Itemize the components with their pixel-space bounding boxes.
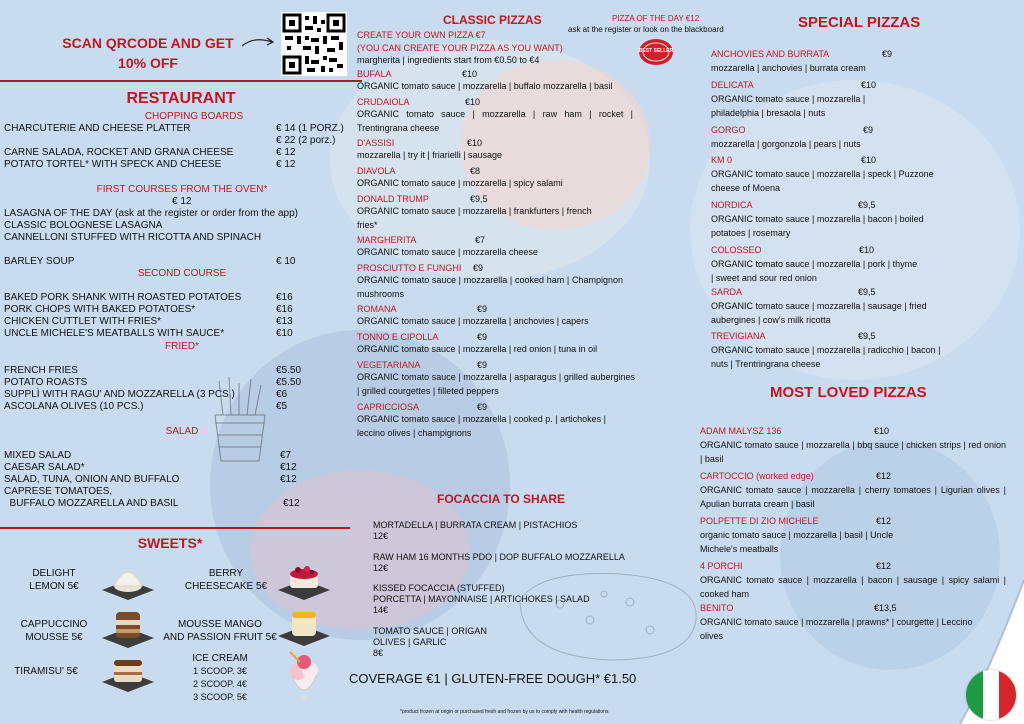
pizza-desc: ORGANIC tomato sauce | mozzarella | radicchio | bacon | nuts | Trentringrana cheese: [711, 345, 941, 369]
pizza-desc: ORGANIC tomato sauce | mozzarella | philadelphia | bresaola | nuts: [711, 94, 866, 118]
sweet-berry-cheesecake: [170, 567, 282, 593]
menu-item-name: UNCLE MICHELE'S MEATBALLS WITH SAUCE*: [4, 328, 225, 339]
menu-item-price: €5.50: [276, 365, 302, 376]
pizza-desc: ORGANIC tomato sauce | mozzarella | prawns* | courgette | Leccino olives: [700, 617, 973, 641]
pizza-desc: mozzarella | try it | friarielli | sausage: [357, 150, 503, 160]
first-courses-title: FIRST COURSES FROM THE OVEN*: [96, 184, 268, 195]
sweet-price: AND PASSION FRUIT 5€: [163, 632, 277, 643]
pizza-desc: ORGANIC tomato sauce | mozzarella cheese: [357, 247, 538, 257]
pizza-price: €9: [863, 125, 874, 135]
second-course-title: SECOND COURSE: [137, 268, 227, 279]
pizza-name: PROSCIUTTO E FUNGHI: [357, 263, 462, 273]
focaccia-desc: MORTADELLA | BURRATA CREAM | PISTACHIOS: [373, 520, 578, 530]
focaccia-desc: PORCETTA | MAYONNAISE | ARTICHOKES | SALAD: [373, 594, 590, 604]
sweet-name: BERRY: [208, 568, 244, 579]
pizza-desc: ORGANIC tomato sauce | mozzarella | asparagus | grilled aubergines | grilled courgettes | filleted peppers: [357, 372, 635, 396]
pizza-of-the-day-title: PIZZA OF THE DAY €12: [612, 14, 700, 23]
pizza-price: €9,5: [858, 200, 876, 210]
pizza-desc: ORGANIC tomato sauce | mozzarella | bacon | sausage | spicy salami | cooked ham: [700, 575, 1006, 599]
pizza-name: BUFALA: [357, 69, 392, 79]
special-pizzas-title: SPECIAL PIZZAS: [798, 14, 921, 31]
pizza-of-the-day-note: ask at the register or look on the blackboard: [568, 25, 724, 34]
menu-item-price: € 12: [276, 147, 296, 158]
pizza-desc: ORGANIC tomato sauce | mozzarella | red onion | tuna in oil: [357, 344, 598, 354]
first-courses-price: € 12: [172, 196, 192, 207]
sweet-name: MOUSSE MANGO: [178, 619, 262, 630]
menu-item-name: BUFFALO MOZZARELLA AND BASIL: [4, 498, 179, 509]
pizza-price: €12: [876, 561, 892, 571]
pizza-price: €10: [861, 155, 877, 165]
pizza-price: €12: [876, 516, 892, 526]
menu-item-price: € 22 (2 porz.): [276, 135, 336, 146]
sweet-price: 1 SCOOP. 3€: [193, 666, 247, 676]
menu-item-price: €12: [280, 474, 297, 485]
qr-code[interactable]: [281, 12, 347, 76]
menu-item-name: CHARCUTERIE AND CHEESE PLATTER: [4, 123, 191, 134]
pizza-name: TONNO E CIPOLLA: [357, 332, 439, 342]
chopping-title: CHOPPING BOARDS: [144, 111, 244, 122]
pizza-name: DONALD TRUMP: [357, 194, 429, 204]
pizza-desc: ORGANIC tomato sauce | mozzarella | raw ham | rocket | Trentingrana cheese: [357, 109, 633, 133]
menu-item-price: € 12: [276, 159, 296, 170]
pizza-name: DELICATA: [711, 80, 754, 90]
focaccia-price: 14€: [373, 605, 389, 615]
pizza-name: COLOSSEO: [711, 245, 762, 255]
menu-item-name: PORK CHOPS WITH BAKED POTATOES*: [4, 304, 196, 315]
lemon-dessert-image: [100, 562, 156, 602]
sweet-name: TIRAMISU' 5€: [14, 666, 78, 677]
sweet-name: ICE CREAM: [192, 653, 248, 664]
pizza-price: €9,5: [858, 331, 876, 341]
divider: [0, 80, 362, 82]
italian-flag-icon: [966, 670, 1016, 720]
pizza-desc: ORGANIC tomato sauce | mozzarella | speck | Puzzone cheese of Moena: [711, 169, 934, 193]
best-seller-label: BEST SELLER: [638, 48, 674, 54]
menu-item-name: CANNELLONI STUFFED WITH RICOTTA AND SPINACH: [4, 232, 262, 243]
pizza-name: POLPETTE DI ZIO MICHELE: [700, 516, 819, 526]
fries-illustration: [205, 375, 275, 465]
focaccia-price: 12€: [373, 563, 389, 573]
menu-item-price: €6: [276, 389, 288, 400]
pizza-name: ROMANA: [357, 304, 397, 314]
classic-pizzas-title: CLASSIC PIZZAS: [443, 13, 542, 27]
focaccia-item: [373, 626, 487, 659]
menu-item-price: € 14 (1 PORZ.): [276, 123, 344, 134]
menu-item-price: € 10: [276, 256, 296, 267]
focaccia-desc: RAW HAM 16 MONTHS PDO | DOP BUFFALO MOZZARELLA: [373, 552, 625, 562]
pizza-price: €12: [876, 471, 892, 481]
pizza-desc: ORGANIC tomato sauce | mozzarella | cherry tomatoes | Ligurian olives | Apulian burrata cream | basil: [700, 485, 1006, 509]
menu-item-name: CARNE SALADA, ROCKET AND GRANA CHEESE: [4, 147, 234, 158]
pizza-name: BENITO: [700, 603, 734, 613]
sweet-name: CAPPUCCINO: [20, 619, 88, 630]
menu-item-name: CAPRESE TOMATOES,: [4, 486, 113, 497]
menu-item-name: POTATO ROASTS: [4, 377, 88, 388]
sweet-price: 3 SCOOP. 5€: [193, 692, 247, 702]
ice-cream-image: [282, 648, 326, 704]
focaccia-item: [373, 520, 577, 542]
pizza-desc: mozzarella | anchovies | burrata cream: [711, 63, 866, 73]
salad-title: SALAD: [165, 426, 199, 437]
focaccia-title: FOCACCIA TO SHARE: [437, 492, 566, 506]
menu-item-price: €5.50: [276, 377, 302, 388]
pizza-price: €10: [861, 80, 877, 90]
pizza-name: CARTOCCIO (worked edge): [700, 471, 814, 481]
pizza-name: D'ASSISI: [357, 138, 395, 148]
best-seller-badge: [638, 38, 674, 66]
pizza-desc: ORGANIC tomato sauce | mozzarella | pork | thyme | sweet and sour red onion: [711, 259, 918, 283]
menu-item-price: €16: [276, 292, 293, 303]
pizza-name: ANCHOVIES AND BURRATA: [711, 49, 830, 59]
pizza-price: €9: [477, 332, 488, 342]
menu-item-price: €16: [276, 304, 293, 315]
restaurant-title: RESTAURANT: [126, 90, 236, 107]
menu-item-name: CLASSIC BOLOGNESE LASAGNA: [4, 220, 163, 231]
pizza-name: NORDICA: [711, 200, 753, 210]
divider: [0, 527, 350, 529]
pizza-price: €9: [477, 304, 488, 314]
focaccia-desc: KISSED FOCACCIA (STUFFED): [373, 583, 505, 593]
most-loved-title: MOST LOVED PIZZAS: [770, 384, 927, 401]
pizza-price: €7: [475, 235, 486, 245]
menu-item-price: €12: [280, 462, 297, 473]
arrow-icon: [240, 34, 276, 50]
qr-promo: [52, 33, 244, 73]
pizza-desc: ORGANIC tomato sauce | mozzarella | bbq sauce | chicken strips | red onion | basil: [700, 440, 1006, 464]
pizza-desc: ORGANIC tomato sauce | mozzarella | cooked ham | Champignon mushrooms: [357, 275, 623, 299]
pizza-name: MARGHERITA: [357, 235, 417, 245]
pizza-name: TREVIGIANA: [711, 331, 766, 341]
menu-item-name: SALAD, TUNA, ONION AND BUFFALO: [4, 474, 180, 485]
sweet-delight-lemon: [4, 567, 104, 593]
sweet-price: 2 SCOOP. 4€: [193, 679, 247, 689]
cappuccino-mousse-image: [100, 606, 156, 650]
mango-mousse-image: [276, 604, 332, 648]
pizza-price: €10: [874, 426, 890, 436]
pizza-desc: ORGANIC tomato sauce | mozzarella | sausage | fried aubergines | cow's milk ricotta: [711, 301, 927, 325]
sweet-price: MOUSSE 5€: [25, 632, 83, 643]
pizza-name: DIAVOLA: [357, 166, 396, 176]
create-pizza-note: (YOU CAN CREATE YOUR PIZZA AS YOU WANT): [357, 43, 563, 53]
pizza-name: ADAM MALYSZ 136: [700, 426, 782, 436]
sweets-title: SWEETS*: [137, 535, 203, 551]
menu-item-name: FRENCH FRIES: [4, 365, 78, 376]
pizza-desc: ORGANIC tomato sauce | mozzarella | bacon | boiled potatoes | rosemary: [711, 214, 924, 238]
pizza-price: €9,5: [470, 194, 488, 204]
tiramisu-image: [100, 650, 156, 694]
menu-item-price: €12: [283, 498, 300, 509]
menu-item-name: ASCOLANA OLIVES (10 PCS.): [4, 401, 144, 412]
pizza-desc: ORGANIC tomato sauce | mozzarella | frankfurters | french fries*: [357, 206, 592, 230]
pizza-price: €9: [473, 263, 484, 273]
focaccia-price: 8€: [373, 648, 384, 658]
sweet-ice-cream: [180, 652, 260, 704]
create-pizza-title: CREATE YOUR OWN PIZZA €7: [357, 30, 486, 40]
focaccia-price: 12€: [373, 531, 389, 541]
pizza-desc: mozzarella | gorgonzola | pears | nuts: [711, 139, 861, 149]
menu-item-price: €10: [276, 328, 293, 339]
pizza-price: €8: [470, 166, 481, 176]
pizza-name: CAPRICCIOSA: [357, 402, 420, 412]
pizza-name: 4 PORCHI: [700, 561, 743, 571]
pizza-price: €9,5: [858, 287, 876, 297]
create-pizza-desc: margherita | ingredients start from €0.50 to €4: [357, 55, 540, 65]
pizza-name: KM 0: [711, 155, 733, 165]
focaccia-illustration: [500, 560, 710, 670]
fried-title: FRIED*: [165, 341, 199, 352]
focaccia-desc: TOMATO SAUCE | ORIGAN: [373, 626, 487, 636]
menu-item-price: €5: [276, 401, 288, 412]
footnote: *product frozen at origin or purchased fresh and frozen by us to comply with health regulations: [400, 709, 609, 715]
sweet-cappuccino-mousse: [4, 618, 104, 644]
qr-promo-line2: 10% OFF: [118, 55, 178, 71]
pizza-price: €9: [882, 49, 893, 59]
menu-item-name: POTATO TORTEL* WITH SPECK AND CHEESE: [4, 159, 222, 170]
pizza-desc: organic tomato sauce | mozzarella | basil | Uncle Michele's meatballs: [700, 530, 894, 554]
pizza-name: GORGO: [711, 125, 746, 135]
pizza-price: €9: [477, 402, 488, 412]
menu-item-name: LASAGNA OF THE DAY (ask at the register or order from the app): [4, 208, 299, 219]
sweet-name: DELIGHT: [32, 568, 76, 579]
pizza-desc: ORGANIC tomato sauce | mozzarella | buffalo mozzarella | basil: [357, 81, 613, 91]
pizza-price: €9: [477, 360, 488, 370]
coverage-text: COVERAGE €1 | GLUTEN-FREE DOUGH* €1.50: [349, 671, 637, 686]
pizza-name: VEGETARIANA: [357, 360, 421, 370]
pizza-price: €10: [465, 97, 481, 107]
menu-item-name: BARLEY SOUP: [4, 256, 75, 267]
qr-promo-line1: SCAN QRCODE AND GET: [62, 35, 234, 51]
sweet-price: LEMON 5€: [29, 581, 79, 592]
pizza-desc: ORGANIC tomato sauce | mozzarella | cooked p. | artichokes | leccino olives | champignons: [357, 414, 606, 438]
pizza-price: €13,5: [874, 603, 897, 613]
pizza-price: €10: [462, 69, 478, 79]
pizza-desc: ORGANIC tomato sauce | mozzarella | spicy salami: [357, 178, 563, 188]
pizza-price: €10: [859, 245, 875, 255]
focaccia-desc: OLIVES | GARLIC: [373, 637, 447, 647]
menu-item-name: SUPPLÌ WITH RAGU' AND MOZZARELLA (3 PCS.): [4, 389, 235, 400]
menu-item-name: MIXED SALAD: [4, 450, 72, 461]
pizza-name: CRUDAIOLA: [357, 97, 410, 107]
menu-item-name: CAESAR SALAD*: [4, 462, 85, 473]
menu-item-price: €13: [276, 316, 293, 327]
sweet-tiramisu: [4, 665, 88, 678]
sweet-price: CHEESECAKE 5€: [184, 581, 268, 592]
pizza-desc: ORGANIC tomato sauce | mozzarella | anchovies | capers: [357, 316, 589, 326]
menu-item-price: €7: [280, 450, 292, 461]
cheesecake-image: [276, 560, 332, 602]
menu-item-name: CHICKEN CUTTLET WITH FRIES*: [4, 316, 162, 327]
sweet-mousse-mango: [156, 618, 284, 644]
pizza-name: SARDA: [711, 287, 743, 297]
menu-item-name: BAKED PORK SHANK WITH ROASTED POTATOES: [4, 292, 242, 303]
pizza-price: €10: [467, 138, 483, 148]
